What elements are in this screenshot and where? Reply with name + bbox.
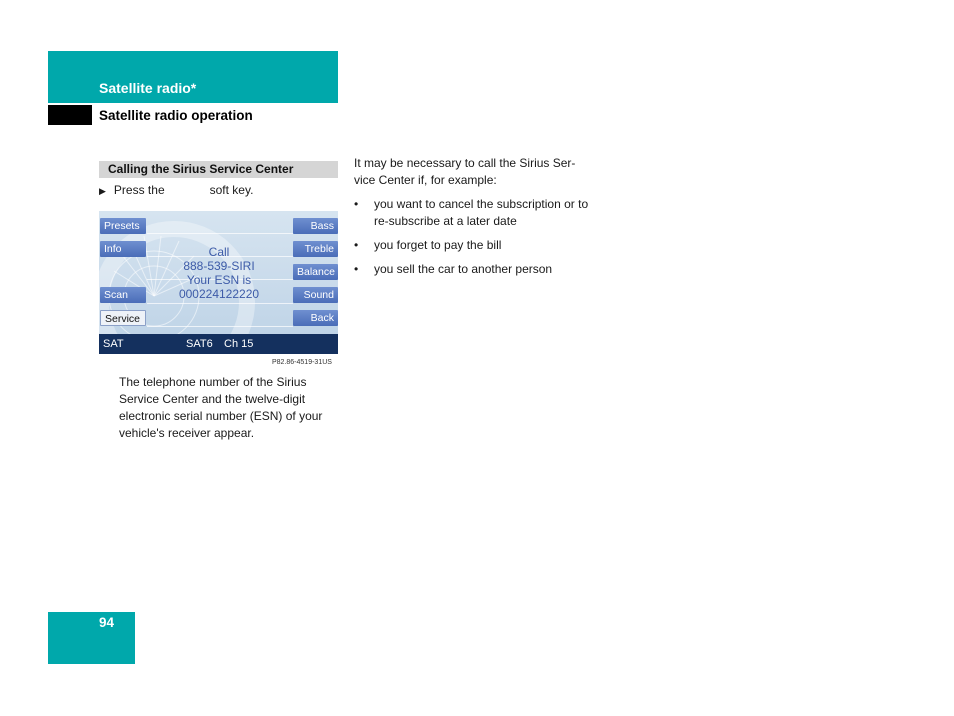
esn-label: Your ESN is <box>186 273 252 287</box>
page-number-box <box>48 612 135 664</box>
radio-display-screenshot <box>99 211 338 354</box>
sound-softkey[interactable]: Sound <box>293 287 338 303</box>
intro-paragraph: It may be necessary to call the Sirius Ser- vice Center if, for example: <box>354 156 576 187</box>
chapter-marker <box>48 105 92 125</box>
step-text-after: soft key. <box>209 183 254 197</box>
balance-softkey[interactable]: Balance <box>293 264 338 280</box>
scan-softkey[interactable]: Scan <box>100 287 146 303</box>
instruction-step <box>99 183 339 197</box>
service-phone-number: 888-539-SIRI <box>183 259 255 273</box>
section-title: Calling the Sirius Service Center <box>108 162 294 176</box>
service-softkey[interactable]: Service <box>100 310 146 326</box>
page-number: 94 <box>99 615 115 630</box>
status-bar <box>99 334 338 354</box>
step-text-before: Press the <box>113 183 165 197</box>
esn-number: 000224122220 <box>178 287 260 301</box>
status-channel: Ch 15 <box>224 338 254 350</box>
status-source: SAT <box>103 338 124 350</box>
reasons-list <box>354 196 598 278</box>
description-paragraph: The telephone number of the Sirius Service Center and the twelve-digit electronic serial number (ESN) of your vehicle's receiver appear. <box>119 375 323 440</box>
bass-softkey[interactable]: Bass <box>293 218 338 234</box>
list-item: • you sell the car to another person <box>354 262 553 276</box>
presets-softkey[interactable]: Presets <box>100 218 146 234</box>
list-item: • you forget to pay the bill <box>354 238 502 252</box>
chapter-title: Satellite radio* <box>99 80 197 96</box>
right-column <box>354 155 598 278</box>
info-softkey[interactable]: Info <box>100 241 146 257</box>
back-softkey[interactable]: Back <box>293 310 338 326</box>
treble-softkey[interactable]: Treble <box>293 241 338 257</box>
arrow-bullet-icon: ▶ <box>99 186 106 196</box>
list-item: • you want to cancel the subscription or to re-subscribe at a later date <box>354 197 589 228</box>
call-label: Call <box>208 245 230 259</box>
section-subheading: Satellite radio operation <box>99 108 253 123</box>
image-reference-code: P82.86-4519-31US <box>272 359 332 366</box>
status-preset: SAT6 <box>186 338 213 350</box>
